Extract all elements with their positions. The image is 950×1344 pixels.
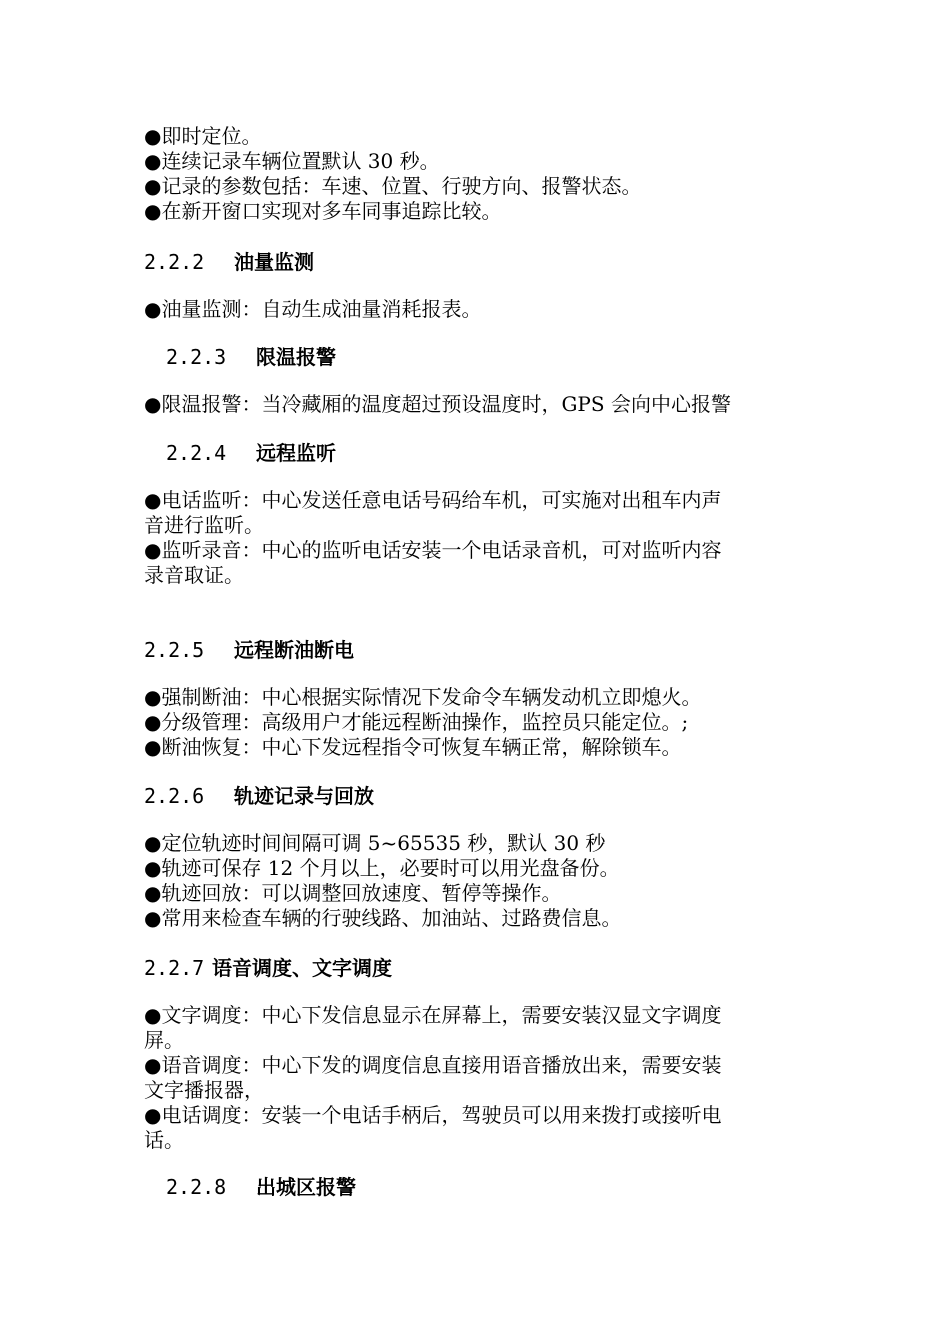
section-number: 2.2.4 [166,441,227,465]
bullet-line: ●轨迹回放：可以调整回放速度、暂停等操作。 [144,881,562,905]
text-line: 音进行监听。 [144,513,264,537]
section-title: 油量监测 [234,250,314,274]
section-title: 语音调度、文字调度 [212,956,392,980]
text-line: 录音取证。 [144,563,244,587]
bullet-line: ●定位轨迹时间间隔可调 5~65535 秒，默认 30 秒 [144,831,606,855]
section-title: 远程监听 [256,441,336,465]
section-heading-2-2-8 [166,1175,356,1199]
bullet-line: ●常用来检查车辆的行驶线路、加油站、过路费信息。 [144,906,622,930]
bullet-line: ●即时定位。 [144,124,262,148]
section-heading-2-2-5 [144,638,354,662]
section-number: 2.2.6 [144,784,205,808]
section-heading-2-2-7 [144,956,392,980]
bullet-line: ●强制断油：中心根据实际情况下发命令车辆发动机立即熄火。 [144,685,702,709]
section-number: 2.2.7 [144,956,205,980]
section-number: 2.2.8 [166,1175,227,1199]
bullet-line: ●断油恢复：中心下发远程指令可恢复车辆正常，解除锁车。 [144,735,682,759]
bullet-line: ●语音调度：中心下发的调度信息直接用语音播放出来，需要安装 [144,1053,722,1077]
text-line: 文字播报器， [144,1078,264,1102]
section-number: 2.2.5 [144,638,205,662]
section-title: 限温报警 [256,345,336,369]
text-line: 屏。 [144,1028,184,1052]
section-title: 出城区报警 [256,1175,356,1199]
bullet-line: ●连续记录车辆位置默认 30 秒。 [144,149,440,173]
bullet-line: ●轨迹可保存 12 个月以上，必要时可以用光盘备份。 [144,856,620,880]
section-number: 2.2.2 [144,250,205,274]
section-title: 远程断油断电 [234,638,354,662]
text-line: 话。 [144,1128,184,1152]
section-heading-2-2-2 [144,250,314,274]
section-number: 2.2.3 [166,345,227,369]
bullet-line: ●文字调度：中心下发信息显示在屏幕上，需要安装汉显文字调度 [144,1003,722,1027]
section-heading-2-2-4 [166,441,336,465]
bullet-line: ●记录的参数包括：车速、位置、行驶方向、报警状态。 [144,174,642,198]
bullet-line: ●油量监测：自动生成油量消耗报表。 [144,297,482,321]
bullet-line: ●分级管理：高级用户才能远程断油操作，监控员只能定位。; [144,710,689,734]
bullet-line: ●电话调度：安装一个电话手柄后，驾驶员可以用来拨打或接听电 [144,1103,722,1127]
bullet-line: ●电话监听：中心发送任意电话号码给车机，可实施对出租车内声 [144,488,722,512]
bullet-line: ●限温报警：当冷藏厢的温度超过预设温度时，GPS 会向中心报警 [144,392,731,416]
bullet-line: ●监听录音：中心的监听电话安装一个电话录音机，可对监听内容 [144,538,722,562]
section-heading-2-2-3 [166,345,336,369]
section-heading-2-2-6 [144,784,374,808]
bullet-line: ●在新开窗口实现对多车同事追踪比较。 [144,199,502,223]
section-title: 轨迹记录与回放 [234,784,374,808]
